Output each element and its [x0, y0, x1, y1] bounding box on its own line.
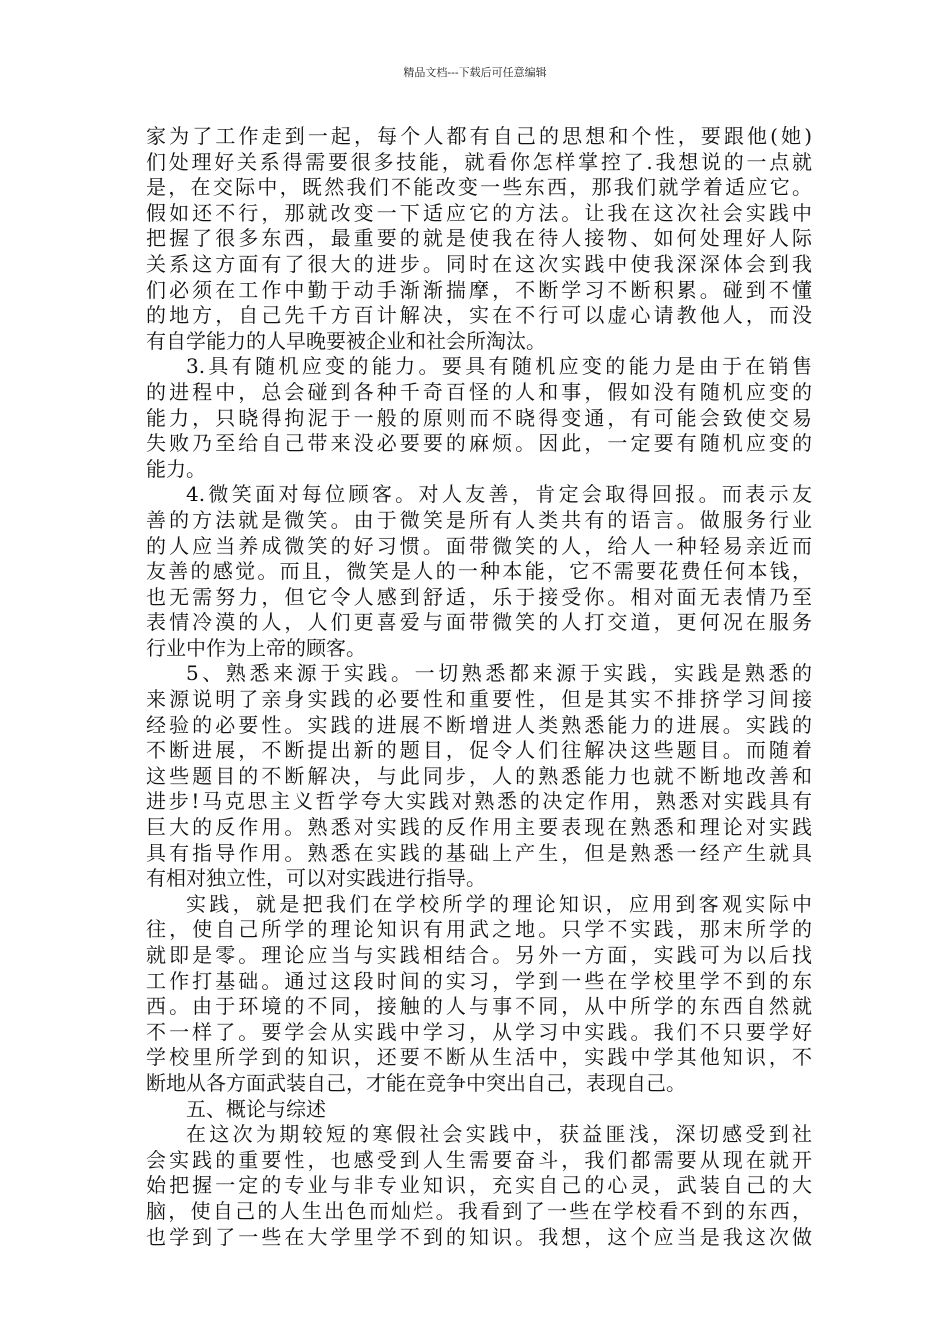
text-line: 实践，就是把我们在学校所学的理论知识，应用到客观实际中: [186, 891, 812, 916]
document-body: [146, 124, 812, 1250]
text-line: 假如还不行，那就改变一下适应它的方法。让我在这次社会实践中: [146, 200, 812, 225]
text-line: 关系这方面有了很大的进步。同时在这次实践中使我深深体会到我: [146, 251, 812, 276]
text-line: 进步!马克思主义哲学夸大实践对熟悉的决定作用，熟悉对实践具有: [146, 789, 812, 814]
text-line: 经验的必要性。实践的进展不断增进人类熟悉能力的进展。实践的: [146, 712, 812, 737]
text-line: 们处理好关系得需要很多技能，就看你怎样掌控了.我想说的一点就: [146, 149, 812, 174]
text-line: 往，使自己所学的理论知识有用武之地。只学不实践，那末所学的: [146, 917, 812, 942]
text-line: 工作打基础。通过这段时间的实习，学到一些在学校里学不到的东: [146, 968, 812, 993]
text-line: 能力，只晓得拘泥于一般的原则而不晓得变通，有可能会致使交易: [146, 405, 812, 430]
text-line: 3.具有随机应变的能力。要具有随机应变的能力是由于在销售: [186, 354, 812, 379]
text-line: 具有指导作用。熟悉在实践的基础上产生，但是熟悉一经产生就具: [146, 840, 812, 865]
text-line: 表情冷漠的人，人们更喜爱与面带微笑的人打交道，更何况在服务: [146, 610, 812, 635]
text-line: 是，在交际中，既然我们不能改变一些东西，那我们就学着适应它。: [146, 175, 812, 200]
text-line: 能力。: [146, 456, 206, 481]
text-line: 脑，使自己的人生出色而灿烂。我看到了一些在学校看不到的东西，: [146, 1198, 812, 1223]
text-line: 的人应当养成微笑的好习惯。面带微笑的人，给人一种轻易亲近而: [146, 533, 812, 558]
text-line: 4.微笑面对每位顾客。对人友善，肯定会取得回报。而表示友: [186, 482, 812, 507]
text-line: 失败乃至给自己带来没必要要的麻烦。因此，一定要有随机应变的: [146, 431, 812, 456]
text-line: 有自学能力的人早晚要被企业和社会所淘汰。: [146, 328, 546, 353]
text-line: 来源说明了亲身实践的必要性和重要性，但是其实不排挤学习间接: [146, 687, 812, 712]
text-line: 会实践的重要性，也感受到人生需要奋斗，我们都需要从现在就开: [146, 1147, 812, 1172]
text-line: 巨大的反作用。熟悉对实践的反作用主要表现在熟悉和理论对实践: [146, 815, 812, 840]
text-line: 把握了很多东西，最重要的就是使我在待人接物、如何处理好人际: [146, 226, 812, 251]
page-header: 精品文档---下载后可任意编辑: [403, 66, 547, 79]
text-line: 就即是零。理论应当与实践相结合。另外一方面，实践可为以后找: [146, 943, 812, 967]
text-line: 友善的感觉。而且，微笑是人的一种本能，它不需要花费任何本钱，: [146, 559, 812, 584]
text-line: 始把握一定的专业与非专业知识，充实自己的心灵，武装自己的大: [146, 1173, 812, 1198]
text-line: 5、熟悉来源于实践。一切熟悉都来源于实践，实践是熟悉的: [186, 661, 812, 686]
text-line: 也学到了一些在大学里学不到的知识。我想，这个应当是我这次做: [146, 1224, 812, 1249]
text-line: 的地方，自己先千方百计解决，实在不行可以虚心请教他人，而没: [146, 303, 812, 328]
text-line: 不一样了。要学会从实践中学习，从学习中实践。我们不只要学好: [146, 1019, 812, 1044]
text-line: 西。由于环境的不同，接触的人与事不同，从中所学的东西自然就: [146, 994, 812, 1019]
text-line: 的进程中，总会碰到各种千奇百怪的人和事，假如没有随机应变的: [146, 379, 812, 404]
text-line: 也无需努力，但它令人感到舒适，乐于接受你。相对面无表情乃至: [146, 584, 812, 609]
text-line: 家为了工作走到一起，每个人都有自己的思想和个性，要跟他(她): [146, 124, 812, 148]
text-line: 行业中作为上帝的顾客。: [146, 635, 366, 660]
text-line: 学校里所学到的知识，还要不断从生活中，实践中学其他知识，不: [146, 1045, 812, 1070]
text-line: 不断进展，不断提出新的题目，促令人们往解决这些题目。而随着: [146, 738, 812, 763]
text-line: 断地从各方面武装自己，才能在竞争中突出自己，表现自己。: [146, 1070, 686, 1095]
text-line: 这些题目的不断解决，与此同步，人的熟悉能力也就不断地改善和: [146, 763, 812, 788]
text-line: 们必须在工作中勤于动手渐渐揣摩，不断学习不断积累。碰到不懂: [146, 277, 812, 302]
text-line: 五、概论与综述: [186, 1096, 326, 1121]
text-line: 在这次为期较短的寒假社会实践中，获益匪浅，深切感受到社: [186, 1122, 812, 1147]
text-line: 善的方法就是微笑。由于微笑是所有人类共有的语言。做服务行业: [146, 507, 812, 532]
text-line: 有相对独立性，可以对实践进行指导。: [146, 866, 486, 891]
